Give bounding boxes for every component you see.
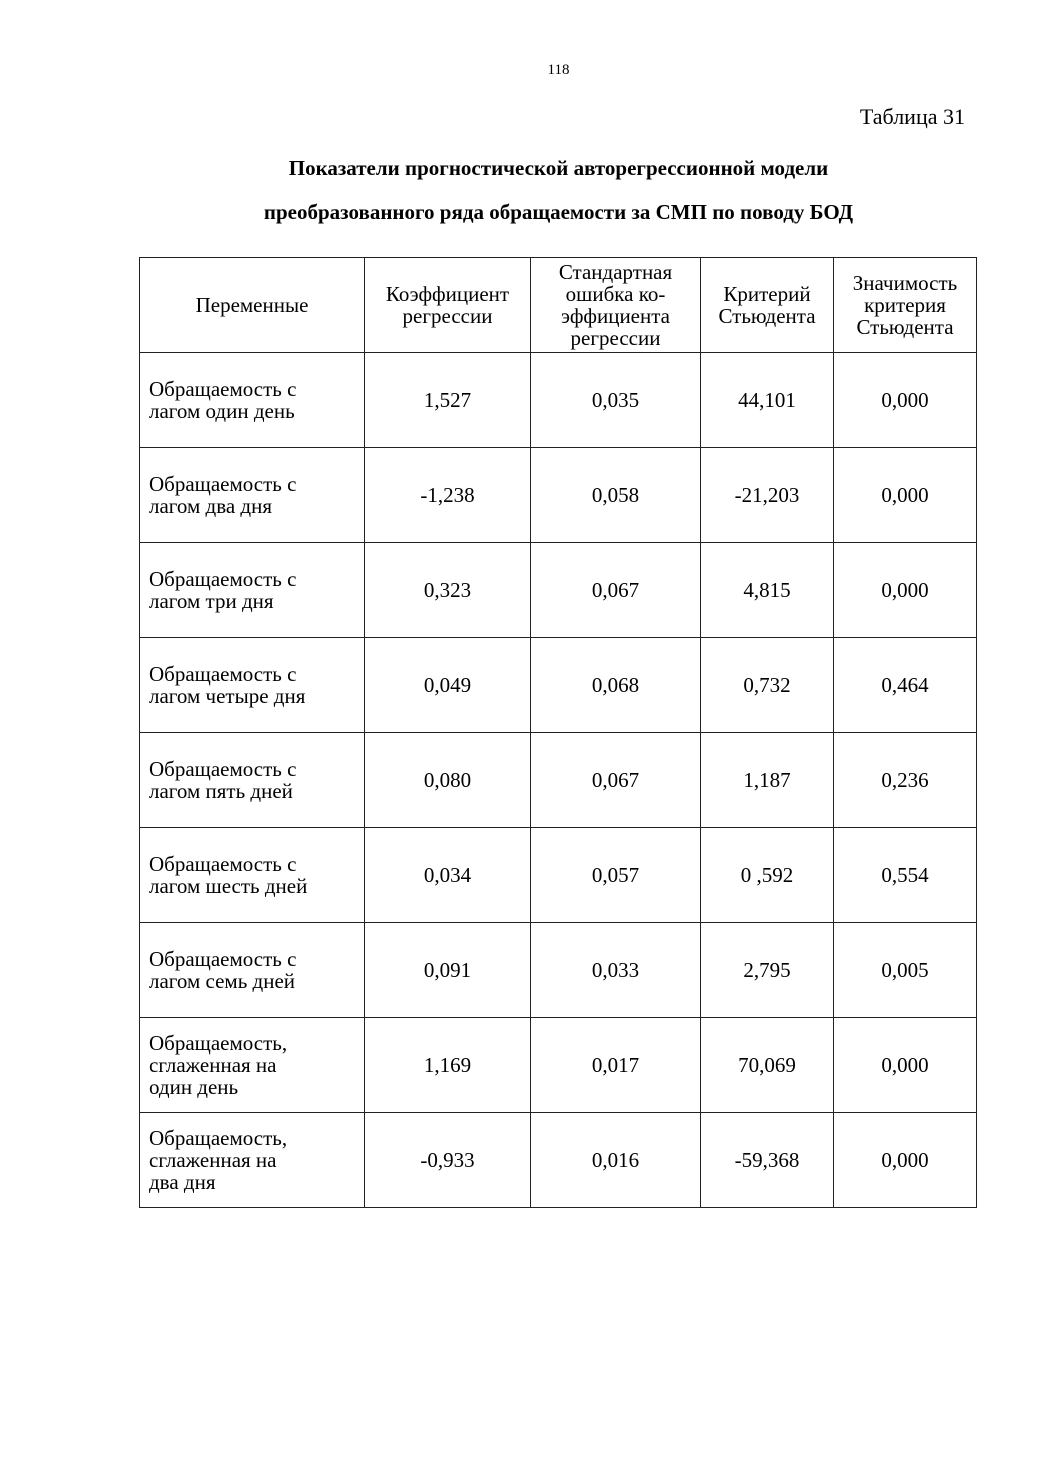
student-cell: 0,732 <box>701 638 834 733</box>
coefficient-cell: 0,080 <box>365 733 531 828</box>
student-cell: -21,203 <box>701 448 834 543</box>
table-row <box>140 1018 977 1113</box>
variable-line: сглаженная на <box>149 1148 277 1172</box>
regression-table <box>139 257 977 1208</box>
header-coefficient: Коэффициент регрессии <box>365 258 531 353</box>
student-cell: -59,368 <box>701 1113 834 1208</box>
significance-cell: 0,000 <box>834 353 977 448</box>
variable-line: лагом четыре дня <box>149 684 306 708</box>
variable-cell <box>140 1113 365 1208</box>
std-error-cell: 0,017 <box>531 1018 701 1113</box>
variable-line: Обращаемость с <box>149 757 297 781</box>
coefficient-cell: 0,091 <box>365 923 531 1018</box>
std-error-cell: 0,033 <box>531 923 701 1018</box>
significance-cell: 0,005 <box>834 923 977 1018</box>
variable-line: сглаженная на <box>149 1053 277 1077</box>
student-cell: 0 ,592 <box>701 828 834 923</box>
variable-cell <box>140 638 365 733</box>
table-title <box>0 146 1039 234</box>
significance-cell: 0,000 <box>834 1113 977 1208</box>
variable-line: лагом семь дней <box>149 969 296 993</box>
significance-cell: 0,554 <box>834 828 977 923</box>
student-cell: 2,795 <box>701 923 834 1018</box>
variable-line: лагом шесть дней <box>149 874 308 898</box>
variable-cell <box>140 448 365 543</box>
header-std-error: Стандартная ошибка ко- эффициента регрессии <box>531 258 701 353</box>
table-row <box>140 828 977 923</box>
significance-cell: 0,000 <box>834 448 977 543</box>
variable-line: лагом пять дней <box>149 779 293 803</box>
coefficient-cell: 0,323 <box>365 543 531 638</box>
variable-cell <box>140 923 365 1018</box>
variable-line: Обращаемость с <box>149 377 297 401</box>
table-row <box>140 1113 977 1208</box>
significance-cell: 0,464 <box>834 638 977 733</box>
student-cell: 70,069 <box>701 1018 834 1113</box>
variable-line: Обращаемость, <box>149 1126 288 1150</box>
coefficient-cell: -0,933 <box>365 1113 531 1208</box>
variable-line: Обращаемость с <box>149 472 297 496</box>
std-error-cell: 0,067 <box>531 733 701 828</box>
coefficient-cell: 0,049 <box>365 638 531 733</box>
variable-cell <box>140 828 365 923</box>
std-error-cell: 0,057 <box>531 828 701 923</box>
variable-line: Обращаемость, <box>149 1031 288 1055</box>
table-label: Таблица 31 <box>859 104 965 129</box>
variable-line: Обращаемость с <box>149 662 297 686</box>
std-error-cell: 0,068 <box>531 638 701 733</box>
table-row <box>140 543 977 638</box>
std-error-cell: 0,035 <box>531 353 701 448</box>
table-row <box>140 733 977 828</box>
coefficient-cell: -1,238 <box>365 448 531 543</box>
variable-line: два дня <box>149 1170 216 1194</box>
header-student: Критерий Стьюдента <box>701 258 834 353</box>
variable-line: лагом три дня <box>149 589 274 613</box>
header-variables: Переменные <box>140 258 365 353</box>
table-row <box>140 638 977 733</box>
title-line-1: Показатели прогностической авторегрессионной модели <box>288 156 829 180</box>
std-error-cell: 0,016 <box>531 1113 701 1208</box>
student-cell: 4,815 <box>701 543 834 638</box>
header-row <box>140 258 977 353</box>
variable-line: Обращаемость с <box>149 852 297 876</box>
variable-line: один день <box>149 1075 239 1099</box>
coefficient-cell: 1,169 <box>365 1018 531 1113</box>
variable-cell <box>140 1018 365 1113</box>
title-line-2: преобразованного ряда обращаемости за СМП по поводу БОД <box>263 200 854 224</box>
variable-cell <box>140 543 365 638</box>
table-row <box>140 448 977 543</box>
coefficient-cell: 0,034 <box>365 828 531 923</box>
student-cell: 44,101 <box>701 353 834 448</box>
std-error-cell: 0,058 <box>531 448 701 543</box>
significance-cell: 0,000 <box>834 543 977 638</box>
variable-line: лагом два дня <box>149 494 273 518</box>
variable-line: лагом один день <box>149 399 295 423</box>
table-row <box>140 923 977 1018</box>
page-number: 118 <box>547 62 570 78</box>
std-error-cell: 0,067 <box>531 543 701 638</box>
coefficient-cell: 1,527 <box>365 353 531 448</box>
table-row <box>140 353 977 448</box>
variable-cell <box>140 733 365 828</box>
variable-cell <box>140 353 365 448</box>
header-significance: Значимость критерия Стьюдента <box>834 258 977 353</box>
significance-cell: 0,236 <box>834 733 977 828</box>
variable-line: Обращаемость с <box>149 567 297 591</box>
significance-cell: 0,000 <box>834 1018 977 1113</box>
variable-line: Обращаемость с <box>149 947 297 971</box>
student-cell: 1,187 <box>701 733 834 828</box>
